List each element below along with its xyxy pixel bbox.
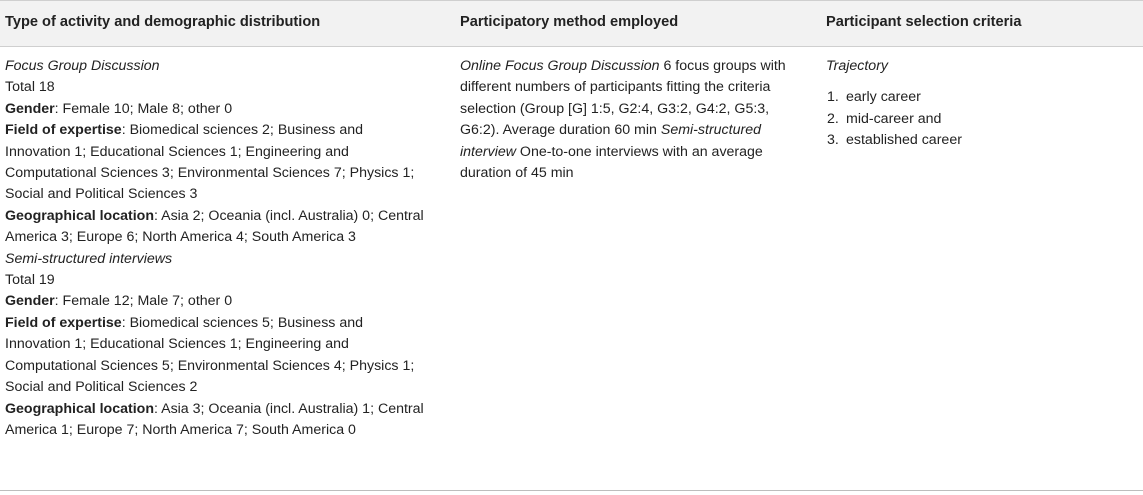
method-ssi-text: One-to-one interviews with an average duration of 45 min — [460, 143, 763, 182]
ssi-title: Semi-structured interviews — [5, 250, 173, 267]
fgd-geo — [5, 206, 425, 249]
ofgd-title: Online Focus Group Discussion — [460, 58, 660, 74]
ssi-gender-label: Gender — [5, 293, 55, 310]
list-item-number: 2. — [827, 110, 839, 127]
ssi-field-value: : Biomedical sciences 5; Business and Innovation 1; Educational Sciences 1; Engineering and Computational Sciences 5; Environmental Sciences 4; Physics 1; Social and Political Sciences 2 — [5, 314, 415, 396]
fgd-field — [5, 120, 425, 206]
ssi-geo-value: : Asia 3; Oceania (incl. Australia) 1; Central America 1; Europe 7; North America 7; South America 0 — [5, 400, 424, 438]
list-item — [826, 109, 1126, 130]
ssi-geo — [5, 399, 425, 442]
ofgd-text: 6 focus groups with different numbers of participants fitting the criteria selection (Group [G] 1:5, G2:4, G3:2, G4:2, G5:3, G6:2). Average duration 60 min — [460, 58, 786, 139]
list-item — [826, 130, 1126, 151]
list-item — [826, 87, 1126, 108]
ssi-geo-label: Geographical location — [5, 400, 154, 417]
fgd-gender-label: Gender — [5, 100, 55, 117]
header-selection-criteria: Participant selection criteria — [826, 14, 1022, 30]
table-bottom-rule — [0, 490, 1143, 491]
cell-participatory-method — [460, 56, 800, 184]
fgd-geo-value: : Asia 2; Oceania (incl. Australia) 0; Central America 3; Europe 6; North America 4; South America 3 — [5, 207, 424, 246]
header-activity-demographics: Type of activity and demographic distribution — [5, 14, 321, 30]
header-participatory-method: Participatory method employed — [460, 14, 679, 30]
fgd-total: Total 18 — [5, 79, 55, 96]
fgd-field-value: : Biomedical sciences 2; Business and Innovation 1; Educational Sciences 1; Engineering and Computational Sciences 3; Environmental Sciences 7; Physics 1; Social and Political Sciences 3 — [5, 122, 415, 203]
cell-selection-criteria — [826, 56, 1126, 152]
ssi-gender-value: : Female 12; Male 7; other 0 — [54, 293, 233, 310]
fgd-title: Focus Group Discussion — [5, 58, 160, 74]
fgd-geo-label: Geographical location — [5, 207, 154, 224]
list-item-number: 3. — [827, 132, 839, 149]
list-item-label: early career — [846, 89, 921, 106]
fgd-gender-value: : Female 10; Male 8; other 0 — [54, 100, 233, 117]
list-item-label: mid-career and — [846, 110, 942, 127]
list-item-number: 1. — [827, 89, 839, 106]
fgd-field-label: Field of expertise — [5, 122, 122, 139]
trajectory-title: Trajectory — [826, 58, 889, 74]
trajectory-list — [826, 87, 1126, 151]
list-item-label: established career — [846, 132, 962, 149]
fgd-gender — [5, 99, 425, 120]
ssi-gender — [5, 291, 425, 312]
method-paragraph — [460, 56, 800, 184]
method-ssi-title: Semi-structured interview — [460, 122, 761, 160]
cell-activity-demographics — [5, 56, 425, 441]
table-header-row — [0, 0, 1143, 47]
ssi-field-label: Field of expertise — [5, 314, 122, 331]
ssi-field — [5, 313, 425, 399]
ssi-total: Total 19 — [5, 272, 55, 289]
